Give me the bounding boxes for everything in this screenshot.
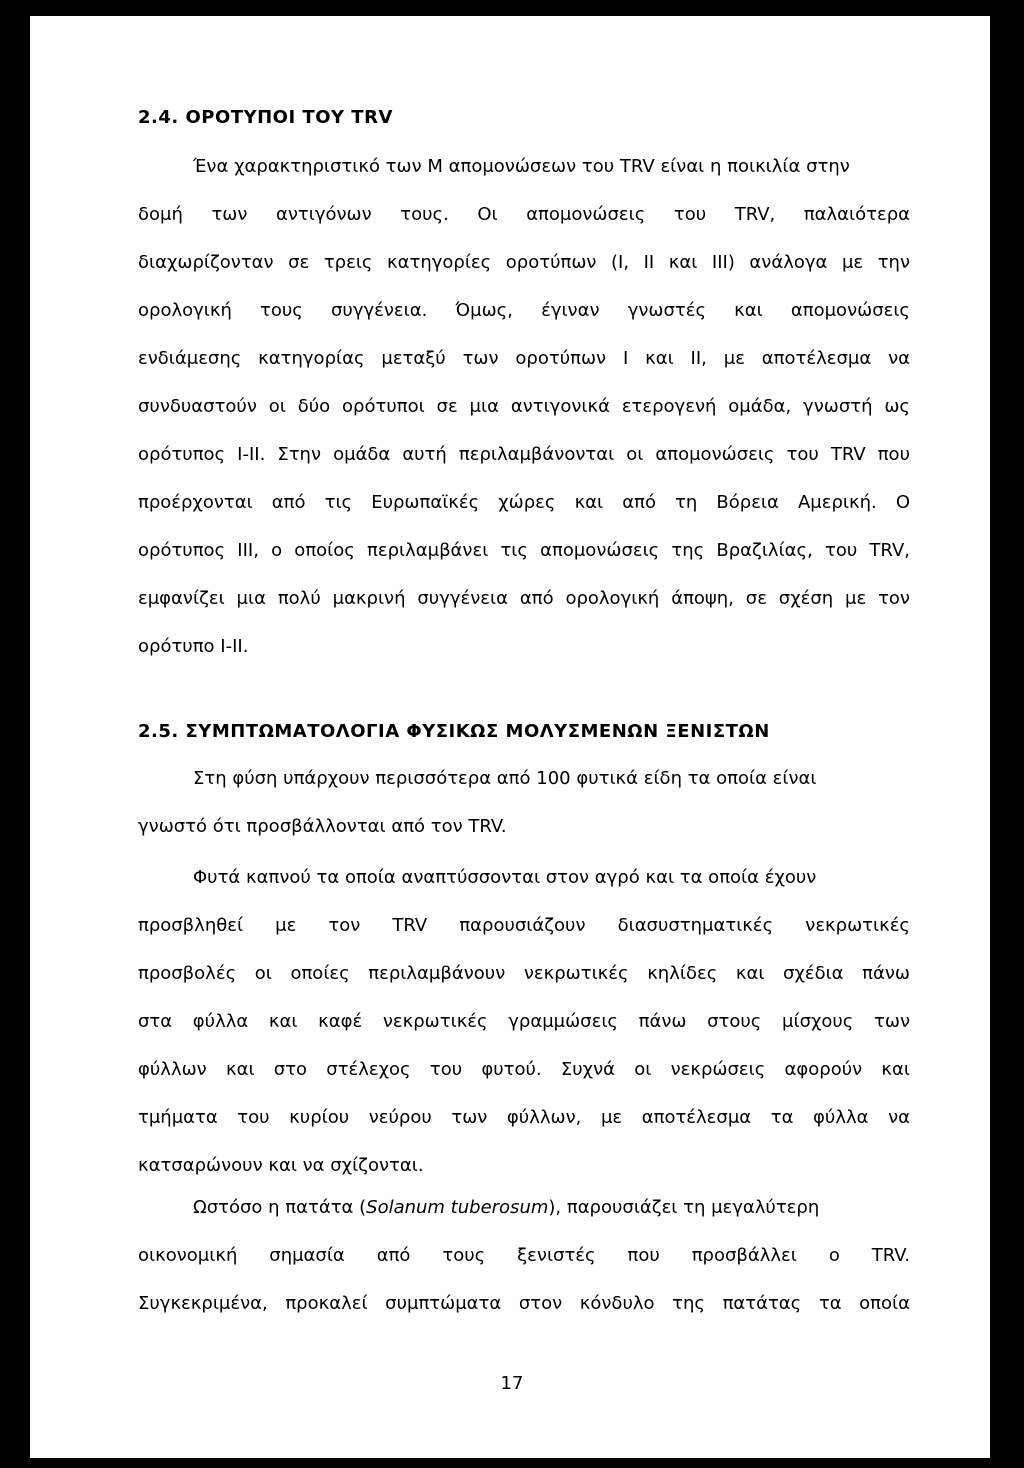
text-segment: ), παρουσιάζει τη μεγαλύτερη [548, 1197, 820, 1218]
section-heading-2-5: 2.5. ΣΥΜΠΤΩΜΑΤΟΛΟΓΙΑ ΦΥΣΙΚΩΣ ΜΟΛΥΣΜΕΝΩΝ ΞΕΝΙΣΤΩΝ [138, 721, 770, 742]
text-line [138, 1184, 910, 1232]
section-heading-2-4: 2.4. ΟΡΟΤΥΠΟΙ ΤΟΥ TRV [138, 107, 393, 128]
text-line: εμφανίζει μια πολύ μακρινή συγγένεια από ορολογική άποψη, σε σχέση με τον [138, 588, 910, 609]
paragraph-potato [138, 1184, 910, 1328]
paragraph-tobacco-symptoms [138, 854, 910, 1190]
paragraph-host-range [138, 755, 910, 851]
page-number: 17 [500, 1373, 524, 1394]
text-line: Στη φύση υπάρχουν περισσότερα από 100 φυτικά είδη τα οποία είναι [193, 768, 817, 789]
text-line: διαχωρίζονταν σε τρεις κατηγορίες οροτύπων (I, II και III) ανάλογα με την [138, 252, 910, 273]
paragraph-serotypes [138, 143, 910, 671]
text-segment: Ωστόσο η πατάτα ( [193, 1197, 367, 1218]
text-line: προσβληθεί με τον TRV παρουσιάζουν διασυστηματικές νεκρωτικές [138, 915, 910, 936]
text-line: Φυτά καπνού τα οποία αναπτύσσονται στον αγρό και τα οποία έχουν [193, 867, 817, 888]
species-name: Solanum tuberosum [366, 1197, 549, 1218]
text-line: ορότυπος I-II. Στην ομάδα αυτή περιλαμβάνονται οι απομονώσεις του TRV που [138, 444, 910, 465]
text-line: δομή των αντιγόνων τους. Οι απομονώσεις του TRV, παλαιότερα [138, 204, 910, 225]
text-line: φύλλων και στο στέλεχος του φυτού. Συχνά οι νεκρώσεις αφορούν και [138, 1059, 910, 1080]
text-line: Συγκεκριμένα, προκαλεί συμπτώματα στον κόνδυλο της πατάτας τα οποία [138, 1293, 910, 1314]
text-line: στα φύλλα και καφέ νεκρωτικές γραμμώσεις πάνω στους μίσχους των [138, 1011, 910, 1032]
text-line: ορότυπος III, ο οποίος περιλαμβάνει τις απομονώσεις της Βραζιλίας, του TRV, [138, 540, 910, 561]
text-line: προέρχονται από τις Ευρωπαϊκές χώρες και από τη Βόρεια Αμερική. Ο [138, 492, 910, 513]
text-line: τμήματα του κυρίου νεύρου των φύλλων, με αποτέλεσμα τα φύλλα να [138, 1107, 910, 1128]
text-line: ενδιάμεσης κατηγορίας μεταξύ των οροτύπων I και II, με αποτέλεσμα να [138, 348, 910, 369]
text-line: ορολογική τους συγγένεια. Όμως, έγιναν γνωστές και απομονώσεις [138, 300, 910, 321]
text-line: Ένα χαρακτηριστικό των Μ απομονώσεων του TRV είναι η ποικιλία στην [193, 156, 850, 177]
text-line: γνωστό ότι προσβάλλονται από τον TRV. [138, 816, 507, 837]
text-line: ορότυπο I-II. [138, 636, 249, 657]
text-line: κατσαρώνουν και να σχίζονται. [138, 1155, 424, 1176]
text-line: προσβολές οι οποίες περιλαμβάνουν νεκρωτικές κηλίδες και σχέδια πάνω [138, 963, 910, 984]
text-line: συνδυαστούν οι δύο ορότυποι σε μια αντιγονικά ετερογενή ομάδα, γνωστή ως [138, 396, 910, 417]
text-line: οικονομική σημασία από τους ξενιστές που προσβάλλει ο TRV. [138, 1245, 910, 1266]
